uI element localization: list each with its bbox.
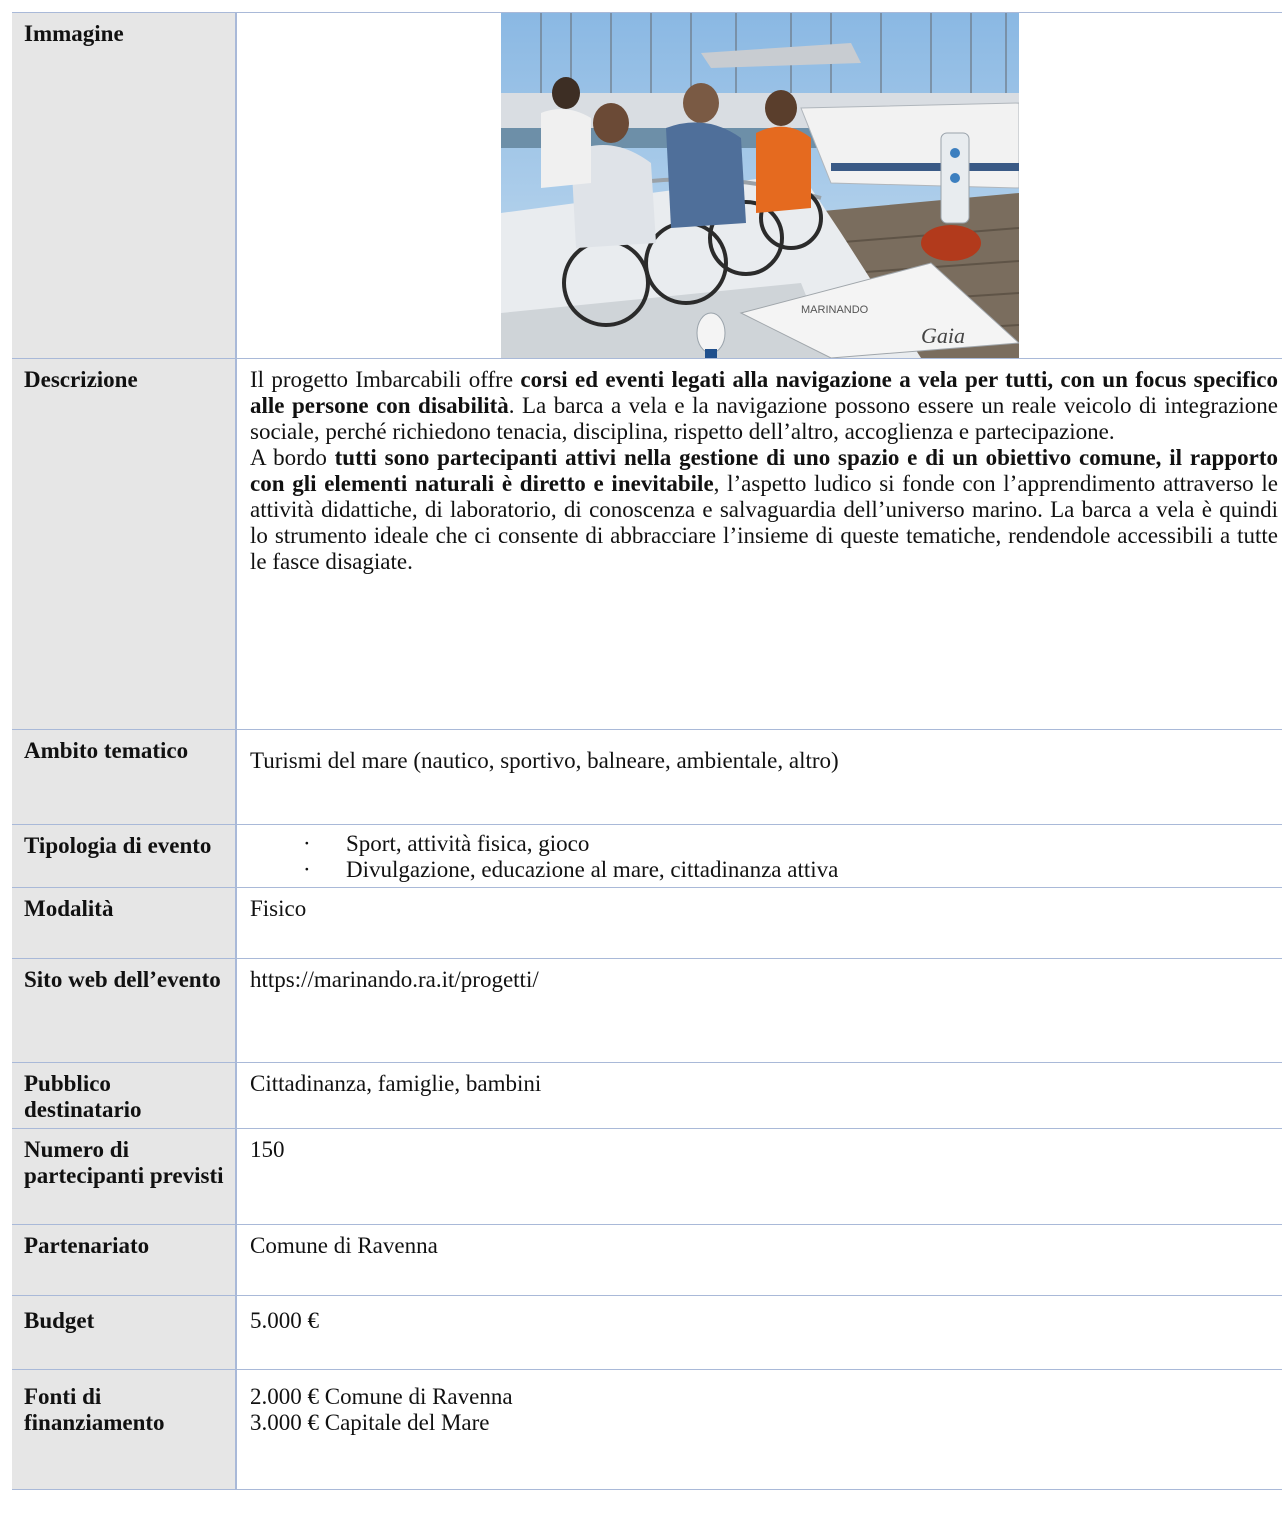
label-text: Tipologia di evento (24, 833, 212, 858)
row-label-sito (12, 959, 236, 1063)
value-text: 150 (250, 1137, 285, 1162)
row-label-descrizione (12, 359, 236, 730)
row-partenariato (12, 1225, 1282, 1296)
value-sito (236, 959, 1282, 1063)
event-photo (501, 13, 1019, 358)
row-label-modalita (12, 888, 236, 959)
value-text: Cittadinanza, famiglie, bambini (250, 1071, 542, 1096)
bullet-icon: · (303, 857, 311, 882)
row-label-partenariato (12, 1225, 236, 1296)
value-partenariato (236, 1225, 1282, 1296)
label-text: Pubblico destinatario (24, 1071, 142, 1122)
row-pubblico (12, 1063, 1282, 1129)
row-label-tipologia (12, 825, 236, 888)
bold-run: tutti sono partecipanti attivi nella gestione di uno spazio e di un obiettivo comune, il rapporto con gli elementi naturali è diretto e inevitabile (250, 445, 1278, 496)
text-run: . La barca a vela e la navigazione possono essere un reale veicolo di integrazione sociale, perché richiedono tenacia, disciplina, rispetto dell’altro, accoglienza e partecipazione. (250, 393, 1278, 444)
value-ambito (236, 730, 1282, 825)
label-text: Numero di partecipanti previsti (24, 1137, 224, 1188)
row-descrizione (12, 359, 1282, 730)
label-text: Fonti di finanziamento (24, 1384, 165, 1435)
label-text: Ambito tematico (24, 738, 189, 763)
text-run: Il progetto Imbarcabili offre (250, 367, 521, 392)
description-paragraph-2 (250, 445, 1278, 575)
list-item (250, 857, 1272, 883)
value-text: Comune di Ravenna (250, 1233, 438, 1258)
value-text: Fisico (250, 896, 307, 921)
funding-line: 2.000 € Comune di Ravenna (250, 1384, 513, 1409)
row-modalita (12, 888, 1282, 959)
row-label-pubblico (12, 1063, 236, 1129)
list-item (250, 831, 1272, 857)
value-fonti (236, 1370, 1282, 1490)
row-label-ambito (12, 730, 236, 825)
value-text: 5.000 € (250, 1308, 319, 1333)
bold-run: corsi ed eventi legati alla navigazione a vela per tutti, con un focus specifico alle persone con disabilità (250, 367, 1278, 418)
description-paragraph-1 (250, 367, 1278, 445)
row-ambito (12, 730, 1282, 825)
label-text: Sito web dell’evento (24, 967, 221, 992)
row-tipologia (12, 825, 1282, 888)
image-cell (236, 13, 1282, 359)
text-run: , l’aspetto ludico si fonde con l’apprendimento attraverso le attività didattiche, di laboratorio, di conoscenza e salvaguardia dell’universo marino. La barca a vela è quindi lo strumento ideale che ci consente di abbracciare l’insieme di queste tematiche, rendendole accessibili a tutte le fasce disagiate. (250, 471, 1278, 574)
event-website-link[interactable]: https://marinando.ra.it/progetti/ (250, 967, 539, 992)
row-label-immagine (12, 13, 236, 359)
bullet-icon: · (303, 831, 311, 856)
value-tipologia (236, 825, 1282, 888)
row-label-numero (12, 1129, 236, 1225)
row-sito (12, 959, 1282, 1063)
row-budget (12, 1296, 1282, 1370)
row-label-fonti (12, 1370, 236, 1490)
list-item-text: Divulgazione, educazione al mare, cittadinanza attiva (346, 857, 839, 882)
value-pubblico (236, 1063, 1282, 1129)
text-run: A bordo (250, 445, 335, 470)
label-text: Immagine (24, 21, 124, 46)
value-budget (236, 1296, 1282, 1370)
label-text: Modalità (24, 896, 114, 921)
row-immagine (12, 13, 1282, 359)
row-numero (12, 1129, 1282, 1225)
label-text: Partenariato (24, 1233, 150, 1258)
row-label-budget (12, 1296, 236, 1370)
value-numero (236, 1129, 1282, 1225)
tipologia-list (250, 831, 1272, 883)
funding-line: 3.000 € Capitale del Mare (250, 1410, 490, 1435)
description-cell (236, 359, 1282, 730)
label-text: Descrizione (24, 367, 138, 392)
list-item-text: Sport, attività fisica, gioco (346, 831, 590, 856)
boat-name-text: Gaia (920, 323, 965, 348)
value-text: Turismi del mare (nautico, sportivo, balneare, ambientale, altro) (250, 748, 839, 773)
label-text: Budget (24, 1308, 95, 1333)
row-fonti (12, 1370, 1282, 1490)
boat-logo-text: MARINANDO (800, 304, 868, 316)
event-detail-table (12, 12, 1282, 1490)
value-modalita (236, 888, 1282, 959)
